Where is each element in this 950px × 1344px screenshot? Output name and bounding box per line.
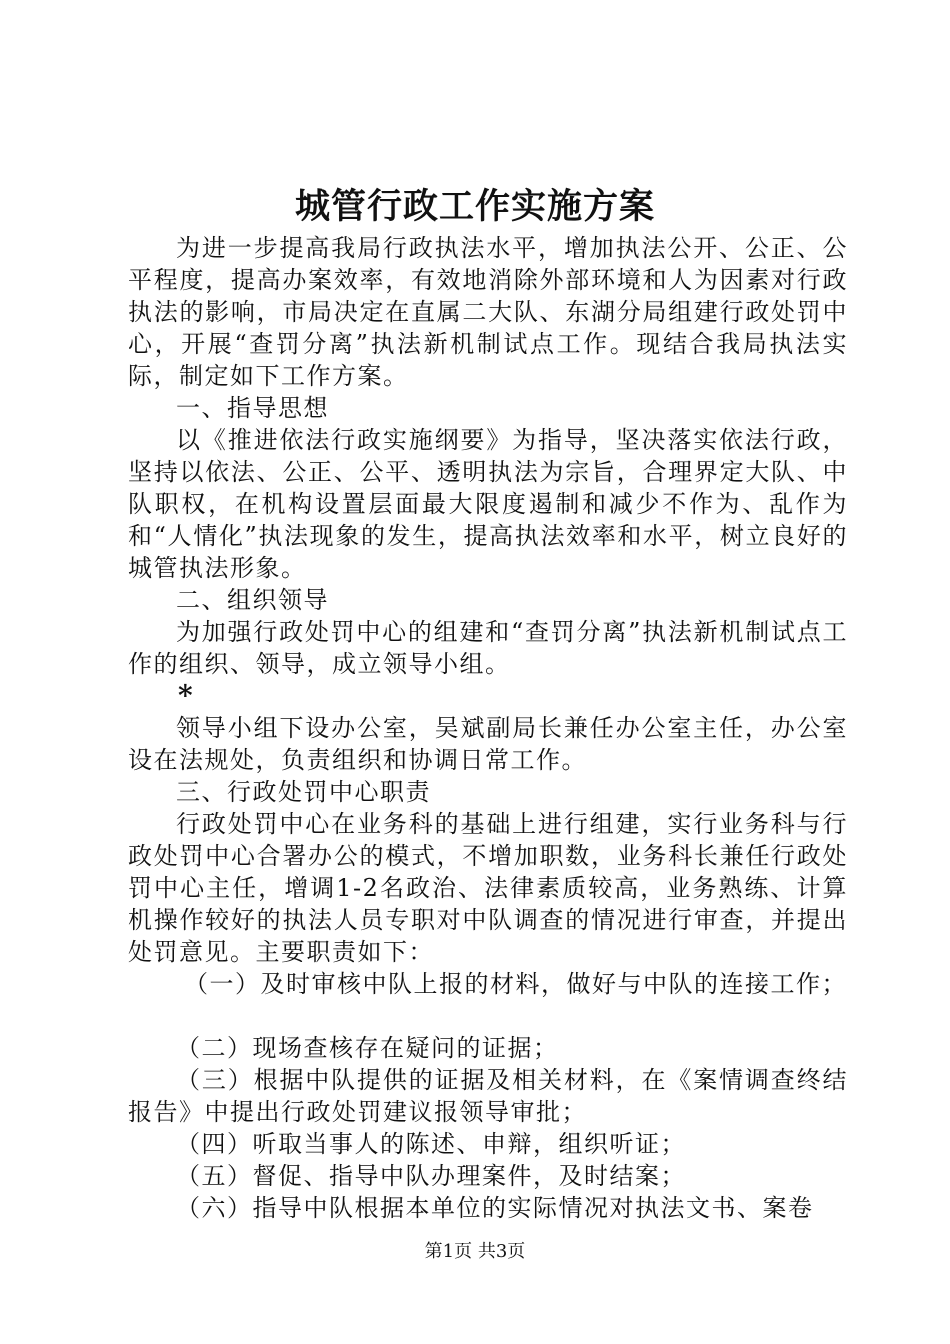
duty-item: （六）指导中队根据本单位的实际情况对执法文书、案卷	[176, 1194, 814, 1222]
duty-item: （一）及时审核中队上报的材料，做好与中队的连接工作；	[184, 970, 847, 998]
intro-paragraph: 为进一步提高我局行政执法水平，增加执法公开、公正、公平程度，提高办案效率，有效地消除外部环境和人为因素对行政执法的影响，市局决定在直属二大队、东湖分局组建行政处罚中心，开展“查罚分离”执法新机制试点工作。现结合我局执法实际，制定如下工作方案。	[128, 234, 848, 390]
page-footer: 第1页 共3页	[424, 1241, 526, 1262]
section-heading-organization: 二、组织领导	[176, 586, 329, 614]
section-paragraph-duties: 行政处罚中心在业务科的基础上进行组建，实行业务科与行政处罚中心合署办公的模式，不增加职数，业务科长兼任行政处罚中心主任，增调1-2名政治、法律素质较高，业务熟练、计算机操作较好的执法人员专职对中队调查的情况进行审查，并提出处罚意见。主要职责如下：	[128, 810, 848, 966]
section-paragraph-organization: 为加强行政处罚中心的组建和“查罚分离”执法新机制试点工作的组织、领导，成立领导小组。	[128, 618, 848, 678]
section-paragraph-office: 领导小组下设办公室，吴斌副局长兼任办公室主任，办公室设在法规处，负责组织和协调日常工作。	[128, 714, 848, 774]
duty-item: （三）根据中队提供的证据及相关材料，在《案情调查终结报告》中提出行政处罚建议报领导审批；	[128, 1066, 848, 1126]
section-heading-guiding-ideology: 一、指导思想	[176, 394, 329, 422]
asterisk-marker: *	[178, 679, 193, 712]
document-body	[128, 232, 848, 1224]
section-heading-duties: 三、行政处罚中心职责	[176, 778, 431, 806]
section-paragraph-guiding-ideology: 以《推进依法行政实施纲要》为指导，坚决落实依法行政，坚持以依法、公正、公平、透明执法为宗旨，合理界定大队、中队职权，在机构设置层面最大限度遏制和减少不作为、乱作为和“人情化”执法现象的发生，提高执法效率和水平，树立良好的城管执法形象。	[128, 426, 848, 582]
duty-item: （五）督促、指导中队办理案件，及时结案；	[176, 1162, 686, 1190]
duty-item: （四）听取当事人的陈述、申辩，组织听证；	[176, 1130, 686, 1158]
document-title: 城管行政工作实施方案	[294, 186, 655, 227]
duty-item: （二）现场查核存在疑问的证据；	[176, 1034, 559, 1062]
